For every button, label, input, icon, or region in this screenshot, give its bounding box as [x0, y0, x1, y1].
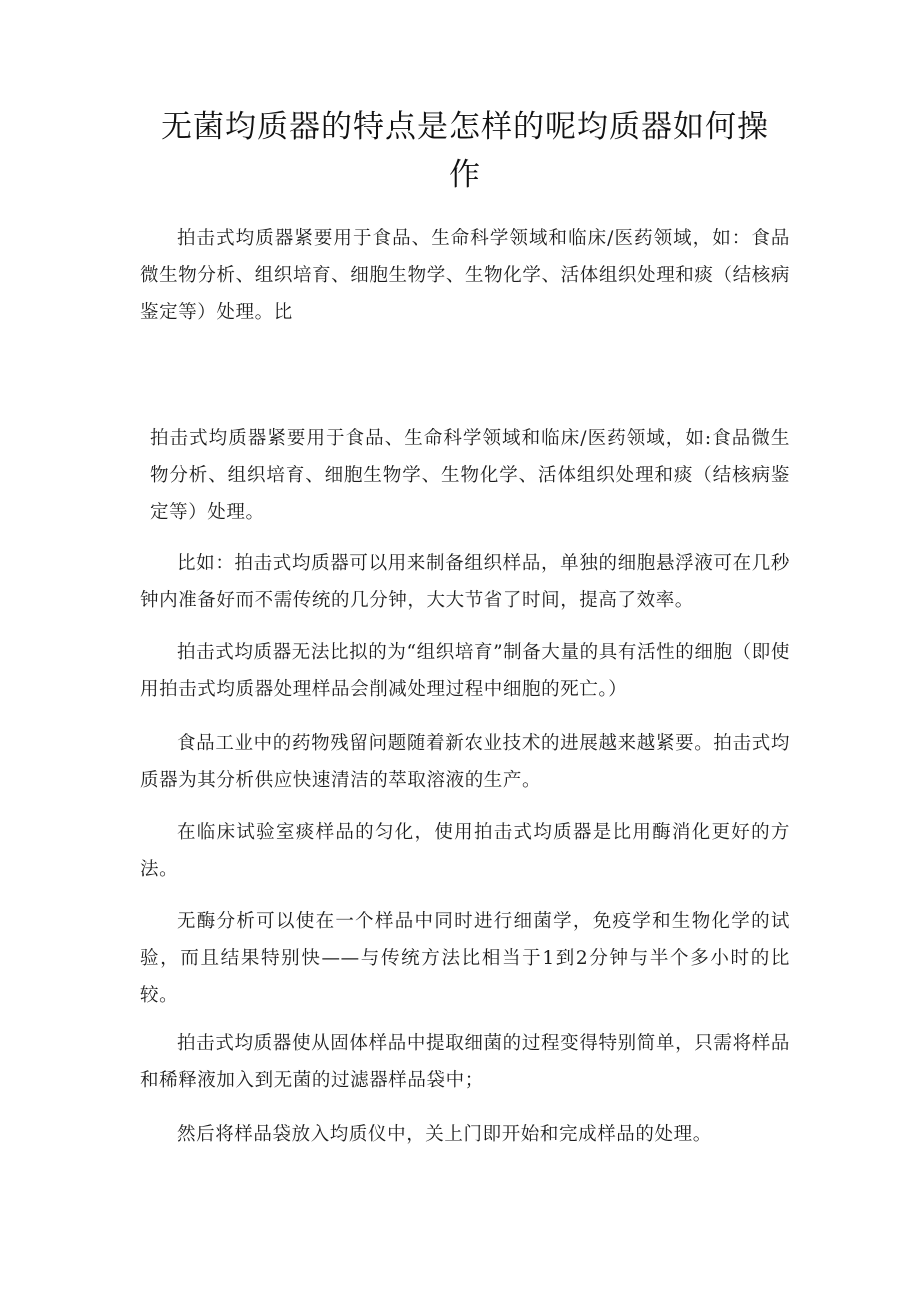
paragraph-1: 拍击式均质器紧要用于食品、生命科学领域和临床/医药领域，如：食品微生物分析、组织培育、细胞生物学、生物化学、活体组织处理和痰（结核病鉴定等）处理。比	[140, 228, 790, 323]
document-title: 无菌均质器的特点是怎样的呢均质器如何操作	[161, 109, 769, 193]
paragraph-4: 拍击式均质器无法比拟的为“组织培育”制备大量的具有活性的细胞（即使用拍击式均质器处理样品会削减处理过程中细胞的死亡。）	[140, 642, 790, 700]
paragraph-7: 无酶分析可以使在一个样品中同时进行细菌学，免疫学和生物化学的试验，而且结果特别快——与传统方法比相当于1到2分钟与半个多小时的比较。	[140, 911, 790, 1006]
paragraph-8: 拍击式均质器使从固体样品中提取细菌的过程变得特别简单，只需将样品和稀释液加入到无菌的过滤器样品袋中；	[140, 1033, 790, 1091]
paragraph-2: 拍击式均质器紧要用于食品、生命科学领域和临床/医药领域，如:食品微生物分析、组织培育、细胞生物学、生物化学、活体组织处理和痰（结核病鉴定等）处理。	[150, 428, 790, 523]
paragraph-9: 然后将样品袋放入均质仪中，关上门即开始和完成样品的处理。	[177, 1124, 712, 1145]
paragraph-3: 比如：拍击式均质器可以用来制备组织样品，单独的细胞悬浮液可在几秒钟内准备好而不需传统的几分钟，大大节省了时间，提高了效率。	[140, 553, 790, 611]
paragraph-5: 食品工业中的药物残留问题随着新农业技术的进展越来越紧要。拍击式均质器为其分析供应快速清洁的萃取溶液的生产。	[140, 733, 790, 791]
paragraph-6: 在临床试验室痰样品的匀化，使用拍击式均质器是比用酶消化更好的方法。	[140, 822, 790, 880]
